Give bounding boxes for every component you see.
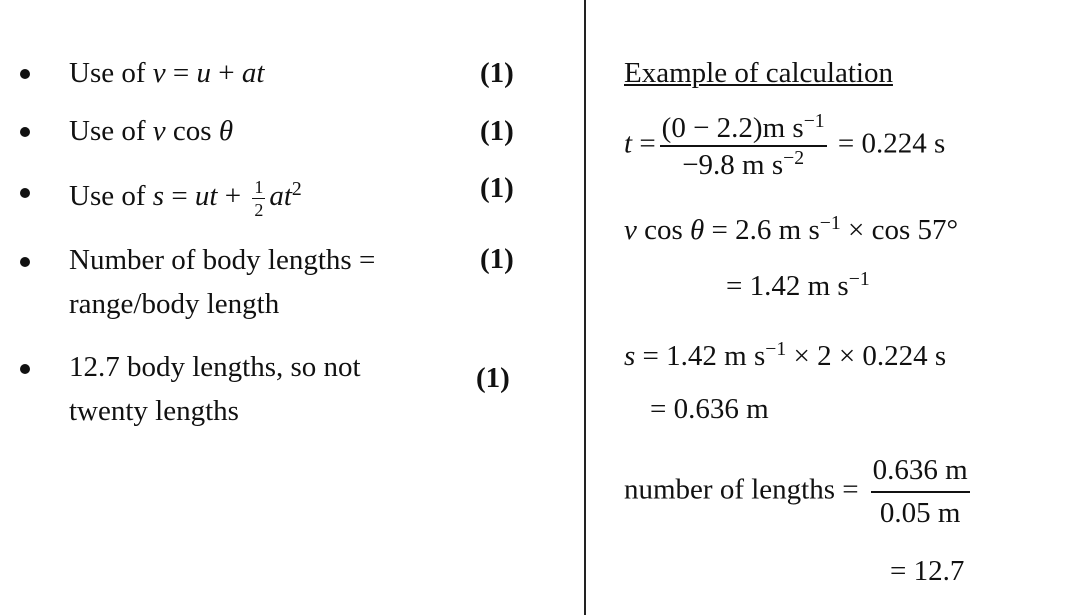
marking-point-4 <box>69 238 375 326</box>
math-symbol: s <box>624 339 636 372</box>
equation-label: number of lengths = <box>624 473 859 506</box>
bullet-icon <box>20 257 30 267</box>
math-operator: = <box>632 127 656 160</box>
math-symbol: θ <box>690 213 705 246</box>
marking-point-line: twenty lengths <box>69 395 239 427</box>
math-symbol: θ <box>218 115 234 147</box>
calculation-heading: Example of calculation <box>624 57 893 89</box>
lengths-fraction <box>871 456 970 528</box>
marking-point-line: range/body length <box>69 288 280 320</box>
math-symbol: v <box>624 213 637 246</box>
marking-point-prefix: Use of <box>69 57 153 89</box>
fraction-numerator: 1 <box>254 176 264 197</box>
mark-4: (1) <box>480 243 514 275</box>
bullet-icon <box>20 127 30 137</box>
denominator-text: −9.8 m s <box>682 148 784 181</box>
math-operator: + <box>211 57 242 89</box>
fraction-denominator: 0.05 m <box>871 491 970 528</box>
mark-2: (1) <box>480 115 514 147</box>
time-result: = 0.224 s <box>830 127 946 160</box>
math-operator: cos <box>636 213 691 246</box>
math-operator: = <box>165 57 197 89</box>
marking-point-5 <box>69 345 361 433</box>
column-divider <box>584 0 586 615</box>
range-result: = 0.636 m <box>650 393 769 425</box>
equation-value: = 1.42 m s <box>635 339 766 372</box>
marking-point-2 <box>69 109 233 153</box>
range-equation <box>624 338 946 373</box>
numerator-text: (0 − 2.2)m s <box>661 111 804 144</box>
marking-point-prefix: Use of <box>69 115 153 147</box>
math-operator: + <box>217 179 249 212</box>
mark-3: (1) <box>480 172 514 204</box>
number-of-lengths-result: = 12.7 <box>890 555 965 587</box>
bullet-icon <box>20 188 30 198</box>
mark-1: (1) <box>480 57 514 89</box>
math-symbol: ut <box>194 179 218 212</box>
math-symbol: t <box>624 127 633 160</box>
math-symbol: at <box>269 179 292 212</box>
mark-5: (1) <box>476 362 510 394</box>
horizontal-velocity-result <box>726 268 870 303</box>
exponent: −2 <box>783 146 805 169</box>
marking-point-3 <box>69 167 302 219</box>
math-operator: = <box>164 179 195 212</box>
exponent: −1 <box>819 212 841 234</box>
math-symbol: v <box>152 115 166 147</box>
fraction-numerator: 0.636 m <box>872 454 968 486</box>
bullet-icon <box>20 364 30 374</box>
fraction-one-half <box>252 178 265 219</box>
equation-value: × cos 57° <box>840 213 959 246</box>
equation-value: = 1.42 m s <box>726 269 849 302</box>
time-fraction <box>660 112 827 180</box>
exponent: −1 <box>848 268 870 290</box>
bullet-icon <box>20 69 30 79</box>
horizontal-velocity-equation <box>624 212 958 247</box>
marking-point-prefix: Use of <box>69 179 153 212</box>
math-symbol: v <box>152 57 166 89</box>
fraction-denominator: 2 <box>254 199 264 220</box>
marking-point-line: Number of body lengths = <box>69 244 376 276</box>
math-symbol: s <box>152 179 165 212</box>
exponent: 2 <box>291 178 302 200</box>
exponent: −1 <box>765 338 787 360</box>
fraction-denominator <box>660 145 827 180</box>
marking-point-1 <box>69 51 264 95</box>
marking-point-line: 12.7 body lengths, so not <box>69 351 361 383</box>
equation-value: = 2.6 m s <box>704 213 820 246</box>
exponent: −1 <box>803 110 825 132</box>
math-operator: cos <box>165 115 219 147</box>
math-symbol: u <box>196 57 211 89</box>
time-equation <box>624 112 945 180</box>
number-of-lengths-equation <box>624 456 974 528</box>
fraction-numerator <box>660 112 827 145</box>
equation-value: × 2 × 0.224 s <box>786 339 947 372</box>
math-symbol: at <box>241 57 265 89</box>
